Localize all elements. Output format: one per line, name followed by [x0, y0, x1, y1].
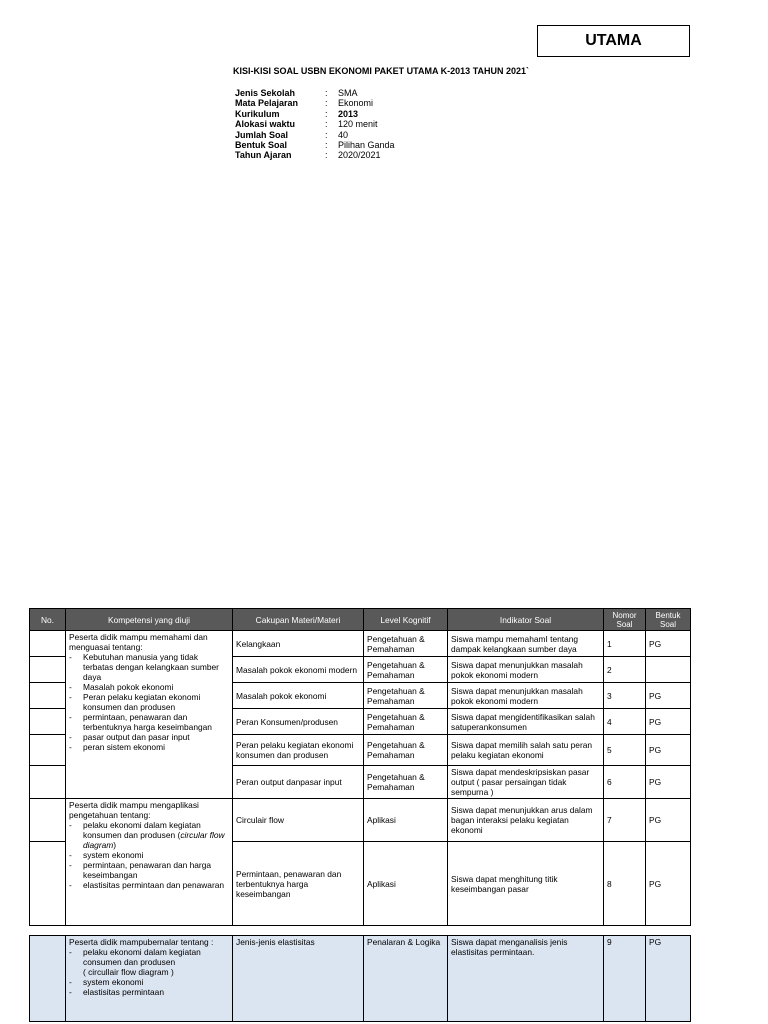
list-item: - pasar output dan pasar input: [69, 732, 229, 742]
cell-no: [30, 936, 66, 1022]
cell-no: [30, 631, 66, 657]
cell-indikator: Siswa dapat mengidentifikasikan salah satuperankonsumen: [448, 709, 604, 735]
meta-row-bentuk-soal: Bentuk Soal : Pilihan Ganda: [235, 139, 395, 150]
cell-materi: Masalah pokok ekonomi modern: [233, 657, 364, 683]
table-row: [30, 936, 691, 1022]
list-item: - elastisitas permintaan: [69, 987, 229, 997]
cell-materi: Jenis-jenis elastisitas: [233, 936, 364, 1022]
cell-no: [30, 709, 66, 735]
cell-level: Pengetahuan & Pemahaman: [364, 657, 448, 683]
cell-level: Aplikasi: [364, 799, 448, 842]
cell-indikator: Siswa dapat memilih salah satu peran pelaku kegiatan ekonomi: [448, 735, 604, 766]
list-item: - Kebutuhan manusia yang tidak terbatas dengan kelangkaan sumber daya: [69, 652, 229, 682]
cell-materi: Kelangkaan: [233, 631, 364, 657]
list-item: ( circullair flow diagram ): [83, 967, 174, 977]
cell-no: [30, 842, 66, 926]
cell-nomor: 4: [604, 709, 646, 735]
cell-kompetensi-group2: Peserta didik mampu mengaplikasi pengetahuan tentang: - pelaku ekonomi dalam kegiatan konsumen dan produsen (circular flow diagram) - system ekonomi - permintaan, penawaran dan harga keseimbangan - elastisitas permintaan dan penawaran: [66, 799, 233, 926]
header-nomor-soal: Nomor Soal: [604, 609, 646, 631]
list-item: - elastisitas permintaan dan penawaran: [69, 880, 229, 890]
cell-bentuk: PG: [646, 842, 691, 926]
cell-bentuk: PG: [646, 683, 691, 709]
list-item: - permintaan, penawaran dan harga keseimbangan: [69, 860, 229, 880]
table-header-row: [30, 609, 691, 631]
cell-nomor: 5: [604, 735, 646, 766]
cell-no: [30, 799, 66, 842]
cell-materi: Peran pelaku kegiatan ekonomi konsumen dan produsen: [233, 735, 364, 766]
cell-indikator: Siswa dapat mendeskripsiskan pasar output ( pasar persaingan tidak sempurna ): [448, 766, 604, 799]
cell-indikator: Siswa dapat menunjukkan masalah pokok ekonomi modern: [448, 657, 604, 683]
cell-nomor: 7: [604, 799, 646, 842]
list-item: - Masalah pokok ekonomi: [69, 682, 229, 692]
list-item: - system ekonomi: [69, 977, 229, 987]
cell-nomor: 1: [604, 631, 646, 657]
cell-level: Aplikasi: [364, 842, 448, 926]
list-item: - peran sistem ekonomi: [69, 742, 229, 752]
meta-row-mata-pelajaran: Mata Pelajaran : Ekonomi: [235, 98, 374, 109]
cell-indikator: Siswa dapat menganalisis jenis elastisitas permintaan.: [448, 936, 604, 1022]
meta-row-jenis-sekolah: Jenis Sekolah : SMA: [235, 88, 358, 98]
cell-level: Pengetahuan & Pemahaman: [364, 631, 448, 657]
cell-nomor: 9: [604, 936, 646, 1022]
meta-row-jumlah-soal: Jumlah Soal : 40: [235, 129, 349, 140]
cell-materi: Peran Konsumen/produsen: [233, 709, 364, 735]
cell-indikator: Siswa dapat menunjukkan masalah pokok ekonomi modern: [448, 683, 604, 709]
cell-materi: Peran output danpasar input: [233, 766, 364, 799]
header-cakupan-materi: Cakupan Materi/Materi: [233, 609, 364, 631]
meta-row-kurikulum: Kurikulum : 2013: [235, 108, 359, 119]
header-bentuk-soal: Bentuk Soal: [646, 609, 691, 631]
table-row: [30, 799, 691, 842]
cell-bentuk: PG: [646, 709, 691, 735]
meta-row-tahun-ajaran: Tahun Ajaran : 2020/2021: [235, 150, 381, 161]
cell-indikator: Siswa mampu memahamI tentang dampak kelangkaan sumber daya: [448, 631, 604, 657]
cell-no: [30, 766, 66, 799]
header-level-kognitif: Level Kognitif: [364, 609, 448, 631]
list-item: - permintaan, penawaran dan terbentuknya harga keseimbangan: [69, 712, 229, 732]
cell-bentuk: PG: [646, 735, 691, 766]
cell-kompetensi-group3: Peserta didik mampubernalar tentang : - pelaku ekonomi dalam kegiatan consumen dan produsen ( circullair flow diagram ) - system ekonomi - elastisitas permintaan: [66, 936, 233, 1022]
header-no: No.: [30, 609, 66, 631]
cell-materi: Masalah pokok ekonomi: [233, 683, 364, 709]
cell-level: Pengetahuan & Pemahaman: [364, 709, 448, 735]
header-kompetensi: Kompetensi yang diuji: [66, 609, 233, 631]
cell-kompetensi-group1: Peserta didik mampu memahami dan menguasai tentang: - Kebutuhan manusia yang tidak terbatas dengan kelangkaan sumber daya - Masalah pokok ekonomi - Peran pelaku kegiatan ekonomi konsumen dan produsen - permintaan, penawaran dan terbentuknya harga keseimbangan - pasar output dan pasar input - peran sistem ekonomi: [66, 631, 233, 799]
cell-materi: Permintaan, penawaran dan terbentuknya harga keseimbangan: [233, 842, 364, 926]
cell-nomor: 6: [604, 766, 646, 799]
cell-materi: Circulair flow: [233, 799, 364, 842]
kompetensi-list: [69, 947, 229, 997]
cell-bentuk: PG: [646, 936, 691, 1022]
header-indikator-soal: Indikator Soal: [448, 609, 604, 631]
list-item: - Peran pelaku kegiatan ekonomi konsumen dan produsen: [69, 692, 229, 712]
utama-badge: UTAMA: [537, 25, 690, 57]
cell-no: [30, 657, 66, 683]
cell-bentuk: PG: [646, 631, 691, 657]
document-meta: [235, 88, 395, 161]
meta-row-alokasi-waktu: Alokasi waktu : 120 menit: [235, 119, 378, 130]
cell-level: Pengetahuan & Pemahaman: [364, 766, 448, 799]
cell-bentuk: PG: [646, 766, 691, 799]
cell-indikator: Siswa dapat menunjukkan arus dalam bagan interaksi pelaku kegiatan ekonomi: [448, 799, 604, 842]
table-row: [30, 631, 691, 657]
cell-level: Penalaran & Logika: [364, 936, 448, 1022]
kisi-kisi-table-continued: [29, 935, 691, 1022]
document-title: KISI-KISI SOAL USBN EKONOMI PAKET UTAMA K-2013 TAHUN 2021`: [233, 66, 530, 76]
cell-nomor: 3: [604, 683, 646, 709]
kompetensi-list: [69, 820, 229, 890]
cell-bentuk: PG: [646, 799, 691, 842]
kompetensi-list: [69, 652, 229, 752]
list-item: - system ekonomi: [69, 850, 229, 860]
cell-bentuk: [646, 657, 691, 683]
cell-indikator: Siswa dapat menghitung titik keseimbangan pasar: [448, 842, 604, 926]
cell-nomor: 2: [604, 657, 646, 683]
cell-level: Pengetahuan & Pemahaman: [364, 683, 448, 709]
cell-nomor: 8: [604, 842, 646, 926]
list-item: - pelaku ekonomi dalam kegiatan consumen dan produsen: [69, 947, 229, 967]
cell-no: [30, 735, 66, 766]
kisi-kisi-table: [29, 608, 691, 926]
cell-level: Pengetahuan & Pemahaman: [364, 735, 448, 766]
list-item: - pelaku ekonomi dalam kegiatan konsumen dan produsen (circular flow diagram): [69, 820, 229, 850]
cell-no: [30, 683, 66, 709]
